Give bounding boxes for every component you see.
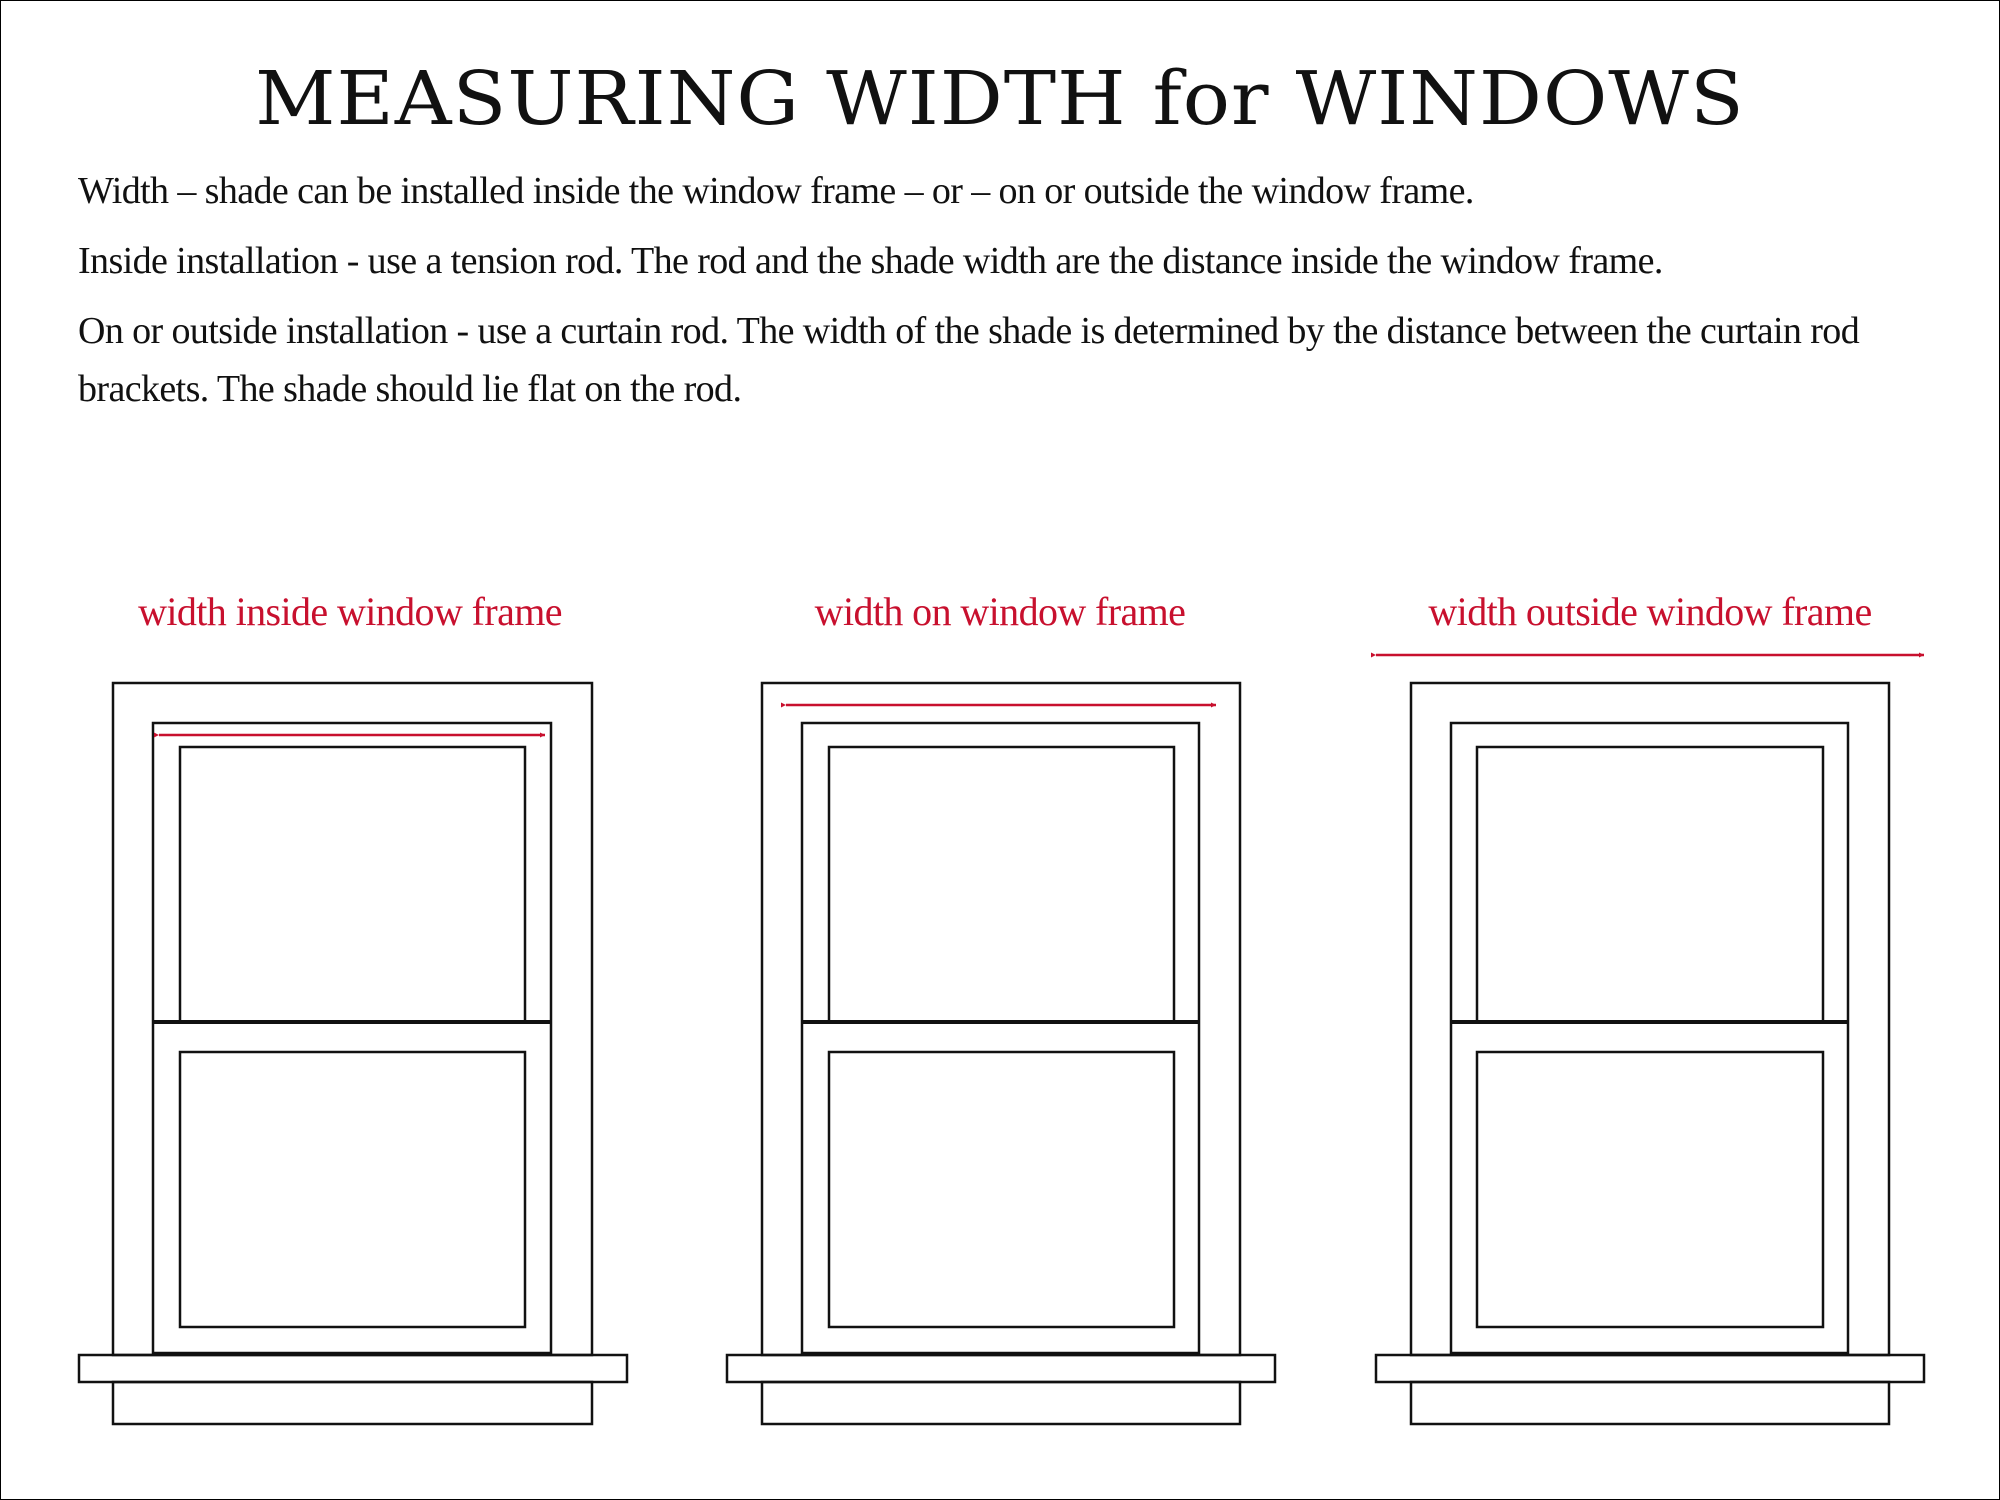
upper-pane [829,747,1174,1022]
paragraph-width: Width – shade can be installed inside the window frame – or – on or outside the window frame. [78,170,1474,212]
page-title: MEASURING WIDTH for WINDOWS [255,56,1745,142]
apron [762,1382,1240,1424]
inner-frame [1451,723,1848,1353]
sill [1376,1355,1924,1382]
inner-frame [153,723,551,1353]
upper-pane [180,747,525,1022]
outer-frame [113,683,592,1355]
label-width-inside: width inside window frame [138,589,562,634]
paragraph-outside-installation: On or outside installation - use a curtain rod. The width of the shade is determined by the distance between the curtain rod brackets. The shade should lie flat on the rod. [78,310,1860,410]
outer-frame [762,683,1240,1355]
label-width-outside: width outside window frame [1428,589,1872,634]
sill [79,1355,627,1382]
lower-pane [829,1052,1174,1327]
apron [1411,1382,1889,1424]
lower-pane [1477,1052,1823,1327]
label-width-on: width on window frame [814,589,1186,634]
paragraph-inside-installation: Inside installation - use a tension rod. The rod and the shade width are the distance inside the window frame. [78,240,1663,282]
upper-pane [1477,747,1823,1022]
lower-pane [180,1052,525,1327]
window-outside [1376,683,1924,1424]
window-on [727,683,1275,1424]
outer-frame [1411,683,1889,1355]
window-inside [79,683,627,1424]
apron [113,1382,592,1424]
sill [727,1355,1275,1382]
inner-frame [802,723,1199,1353]
